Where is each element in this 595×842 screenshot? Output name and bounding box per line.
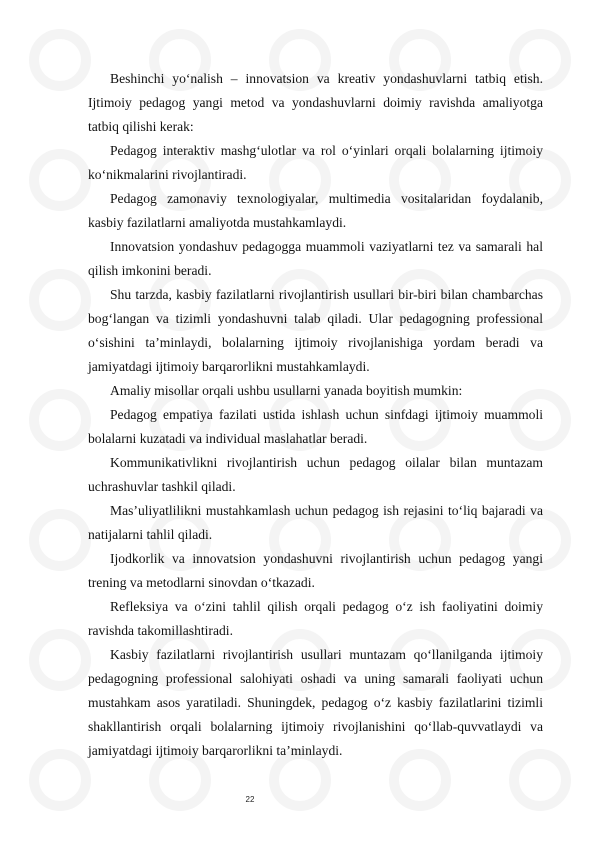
page-number: 22 xyxy=(245,795,255,804)
paragraph: Pedagog zamonaviy texnologiyalar, multimedia vositalaridan foydalanib, kasbiy fazilatlarni amaliyotda mustahkamlaydi. xyxy=(88,191,543,230)
paragraph: Innovatsion yondashuv pedagogga muammoli vaziyatlarni tez va samarali hal qilish imkonini beradi. xyxy=(88,239,543,278)
paragraph: Mas’uliyatlilikni mustahkamlash uchun pedagog ish rejasini to‘liq bajaradi va natijalarni tahlil qiladi. xyxy=(88,503,543,542)
paragraph: Amaliy misollar orqali ushbu usullarni yanada boyitish mumkin: xyxy=(110,383,463,398)
paragraph: Refleksiya va o‘zini tahlil qilish orqali pedagog o‘z ish faoliyatini doimiy ravishda takomillashtiradi. xyxy=(88,599,543,638)
paragraph: Ijodkorlik va innovatsion yondashuvni rivojlantirish uchun pedagog yangi trening va metodlarni sinovdan o‘tkazadi. xyxy=(88,551,543,590)
paragraph: Kasbiy fazilatlarni rivojlantirish usullari muntazam qo‘llanilganda ijtimoiy pedagogning professional salohiyati oshadi va uning samarali faoliyati uchun mustahkam asos yaratiladi. Shuningdek, pedagog o‘z kasbiy fazilatlarini tizimli shakllantirish orqali bolalarning ijtimoiy rivojlanishini qo‘llab-quvvatlaydi va jamiyatdagi ijtimoiy barqarorlikni ta’minlaydi. xyxy=(88,647,543,758)
paragraph: Pedagog interaktiv mashg‘ulotlar va rol o‘yinlari orqali bolalarning ijtimoiy ko‘nikmalarini rivojlantiradi. xyxy=(88,143,543,182)
body-text xyxy=(88,67,543,763)
paragraph: Beshinchi yo‘nalish – innovatsion va kreativ yondashuvlarni tatbiq etish. Ijtimoiy pedagog yangi metod va yondashuvlarni doimiy ravishda amaliyotga tatbiq qilishi kerak: xyxy=(88,71,543,134)
paragraph: Kommunikativlikni rivojlantirish uchun pedagog oilalar bilan muntazam uchrashuvlar tashkil qiladi. xyxy=(88,455,543,494)
paragraph: Shu tarzda, kasbiy fazilatlarni rivojlantirish usullari bir-biri bilan chambarchas bog‘langan va tizimli yondashuvni talab qiladi. Ular pedagogning professional o‘sishini ta’minlaydi, bolalarning ijtimoiy rivojlanishiga yordam beradi va jamiyatdagi ijtimoiy barqarorlikni mustahkamlaydi. xyxy=(88,287,543,374)
paragraph: Pedagog empatiya fazilati ustida ishlash uchun sinfdagi ijtimoiy muammoli bolalarni kuzatadi va individual maslahatlar beradi. xyxy=(88,407,543,446)
